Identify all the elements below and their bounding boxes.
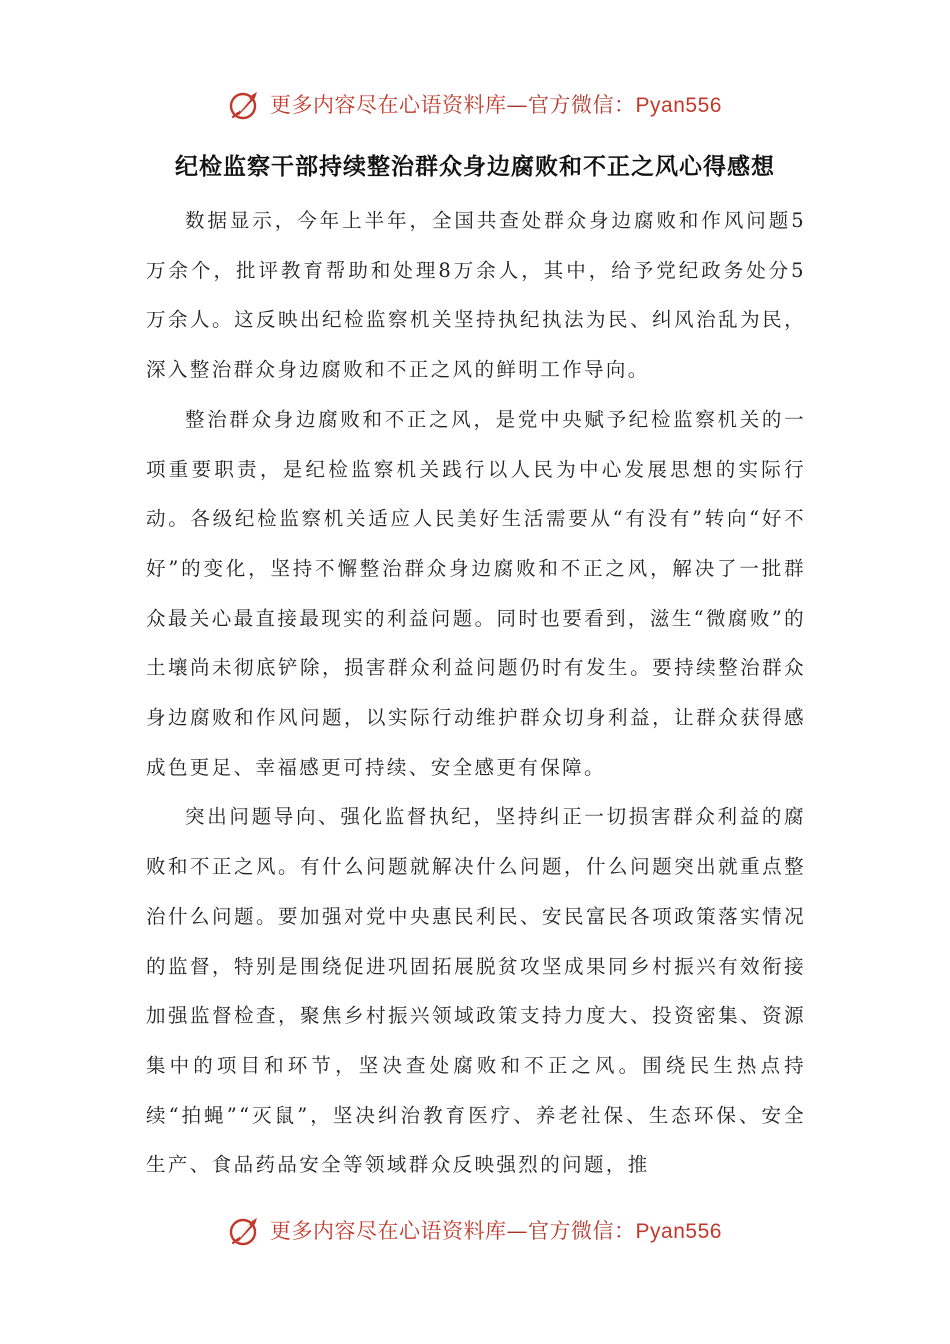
document-title: 纪检监察干部持续整治群众身边腐败和不正之风心得感想 (175, 154, 775, 180)
banner-wechat-label: 官方微信： (528, 93, 636, 117)
banner-main-text: 更多内容尽在心语资料库 (270, 1219, 507, 1243)
document-body (146, 196, 806, 1190)
footer-banner (0, 1208, 950, 1252)
quill-logo-icon (228, 87, 262, 121)
banner-wechat-label: 官方微信： (528, 1219, 636, 1243)
paragraph-1: 数据显示，今年上半年，全国共查处群众身边腐败和作风问题5万余个，批评教育帮助和处理8万余人，其中，给予党纪政务处分5万余人。这反映出纪检监察机关坚持执纪执法为民、纠风治乱为民，深入整治群众身边腐败和不正之风的鲜明工作导向。 (146, 209, 806, 382)
banner-text (270, 1215, 722, 1245)
banner-separator: — (506, 1219, 529, 1243)
quill-logo-icon (228, 1213, 262, 1247)
paragraph-3: 突出问题导向、强化监督执纪，坚持纠正一切损害群众利益的腐败和不正之风。有什么问题就解决什么问题，什么问题突出就重点整治什么问题。要加强对党中央惠民利民、安民富民各项政策落实情况的监督，特别是围绕促进巩固拓展脱贫攻坚成果同乡村振兴有效衔接加强监督检查，聚焦乡村振兴领域政策支持力度大、投资密集、资源集中的项目和环节，坚决查处腐败和不正之风。围绕民生热点持续“拍蝇”“灭鼠”，坚决纠治教育医疗、养老社保、生态环保、安全生产、食品药品安全等领域群众反映强烈的问题，推 (146, 805, 806, 1177)
banner-main-text: 更多内容尽在心语资料库 (270, 93, 507, 117)
banner-separator: — (506, 93, 529, 117)
banner-wechat-id: Pyan556 (635, 1220, 722, 1243)
banner-wechat-id: Pyan556 (635, 94, 722, 117)
paragraph-2: 整治群众身边腐败和不正之风，是党中央赋予纪检监察机关的一项重要职责，是纪检监察机关践行以人民为中心发展思想的实际行动。各级纪检监察机关适应人民美好生活需要从“有没有”转向“好不好”的变化，坚持不懈整治群众身边腐败和不正之风，解决了一批群众最关心最直接最现实的利益问题。同时也要看到，滋生“微腐败”的土壤尚未彻底铲除，损害群众利益问题仍时有发生。要持续整治群众身边腐败和作风问题，以实际行动维护群众切身利益，让群众获得感成色更足、幸福感更可持续、安全感更有保障。 (146, 407, 806, 779)
header-banner (0, 82, 950, 126)
banner-text (270, 89, 722, 119)
